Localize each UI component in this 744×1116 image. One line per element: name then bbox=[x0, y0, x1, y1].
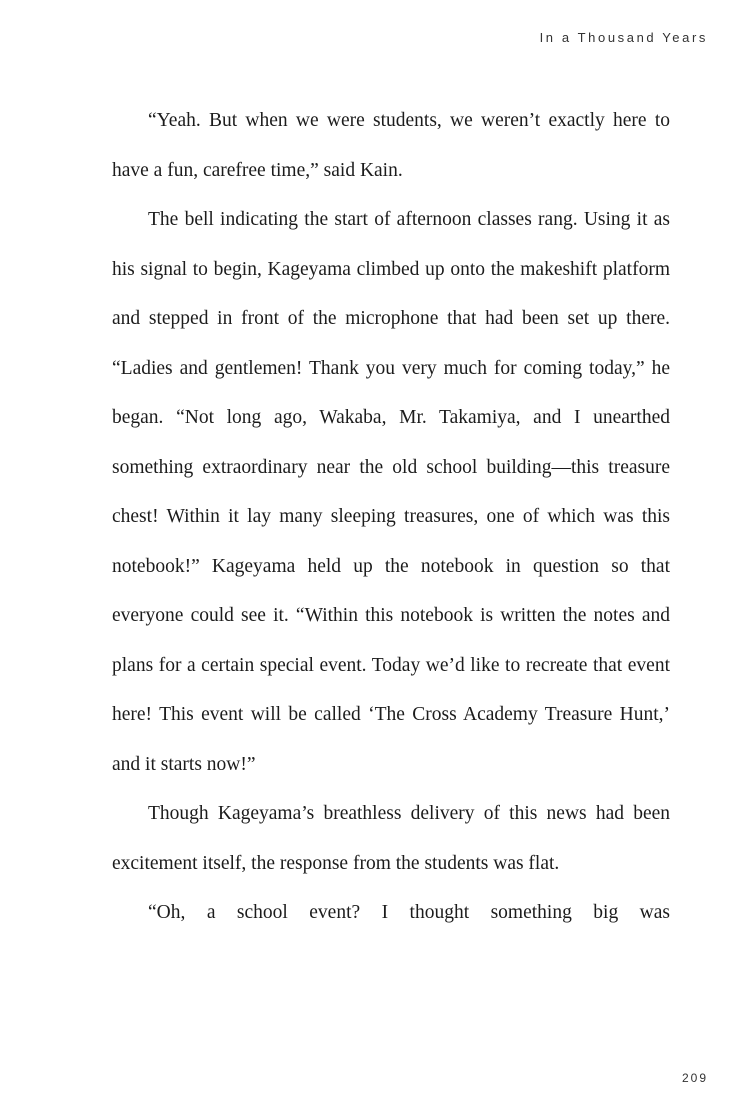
paragraph: “Yeah. But when we were students, we weren’t exactly here to have a fun, carefree time,” said Kain. bbox=[112, 110, 670, 181]
paragraph: Though Kageyama’s breathless delivery of this news had been excitement itself, the response from the students was flat. bbox=[112, 803, 670, 874]
running-head: In a Thousand Years bbox=[539, 30, 708, 45]
page-number: 209 bbox=[681, 1071, 708, 1085]
body-text bbox=[112, 96, 670, 938]
paragraph: The bell indicating the start of afternoon classes rang. Using it as his signal to begin, Kageyama climbed up onto the makeshift platform and stepped in front of the microphone that had been set up there. “Ladies and gentlemen! Thank you very much for coming today,” he began. “Not long ago, Wakaba, Mr. Takamiya, and I unearthed something extraordinary near the old school building—this treasure chest! Within it lay many sleeping treasures, one of which was this notebook!” Kageyama held up the notebook in question so that everyone could see it. “Within this notebook is written the notes and plans for a certain special event. Today we’d like to recreate that event here! This event will be called ‘The Cross Academy Treasure Hunt,’ and it starts now!” bbox=[112, 209, 670, 775]
paragraph: “Oh, a school event? I thought something big was bbox=[148, 902, 670, 923]
